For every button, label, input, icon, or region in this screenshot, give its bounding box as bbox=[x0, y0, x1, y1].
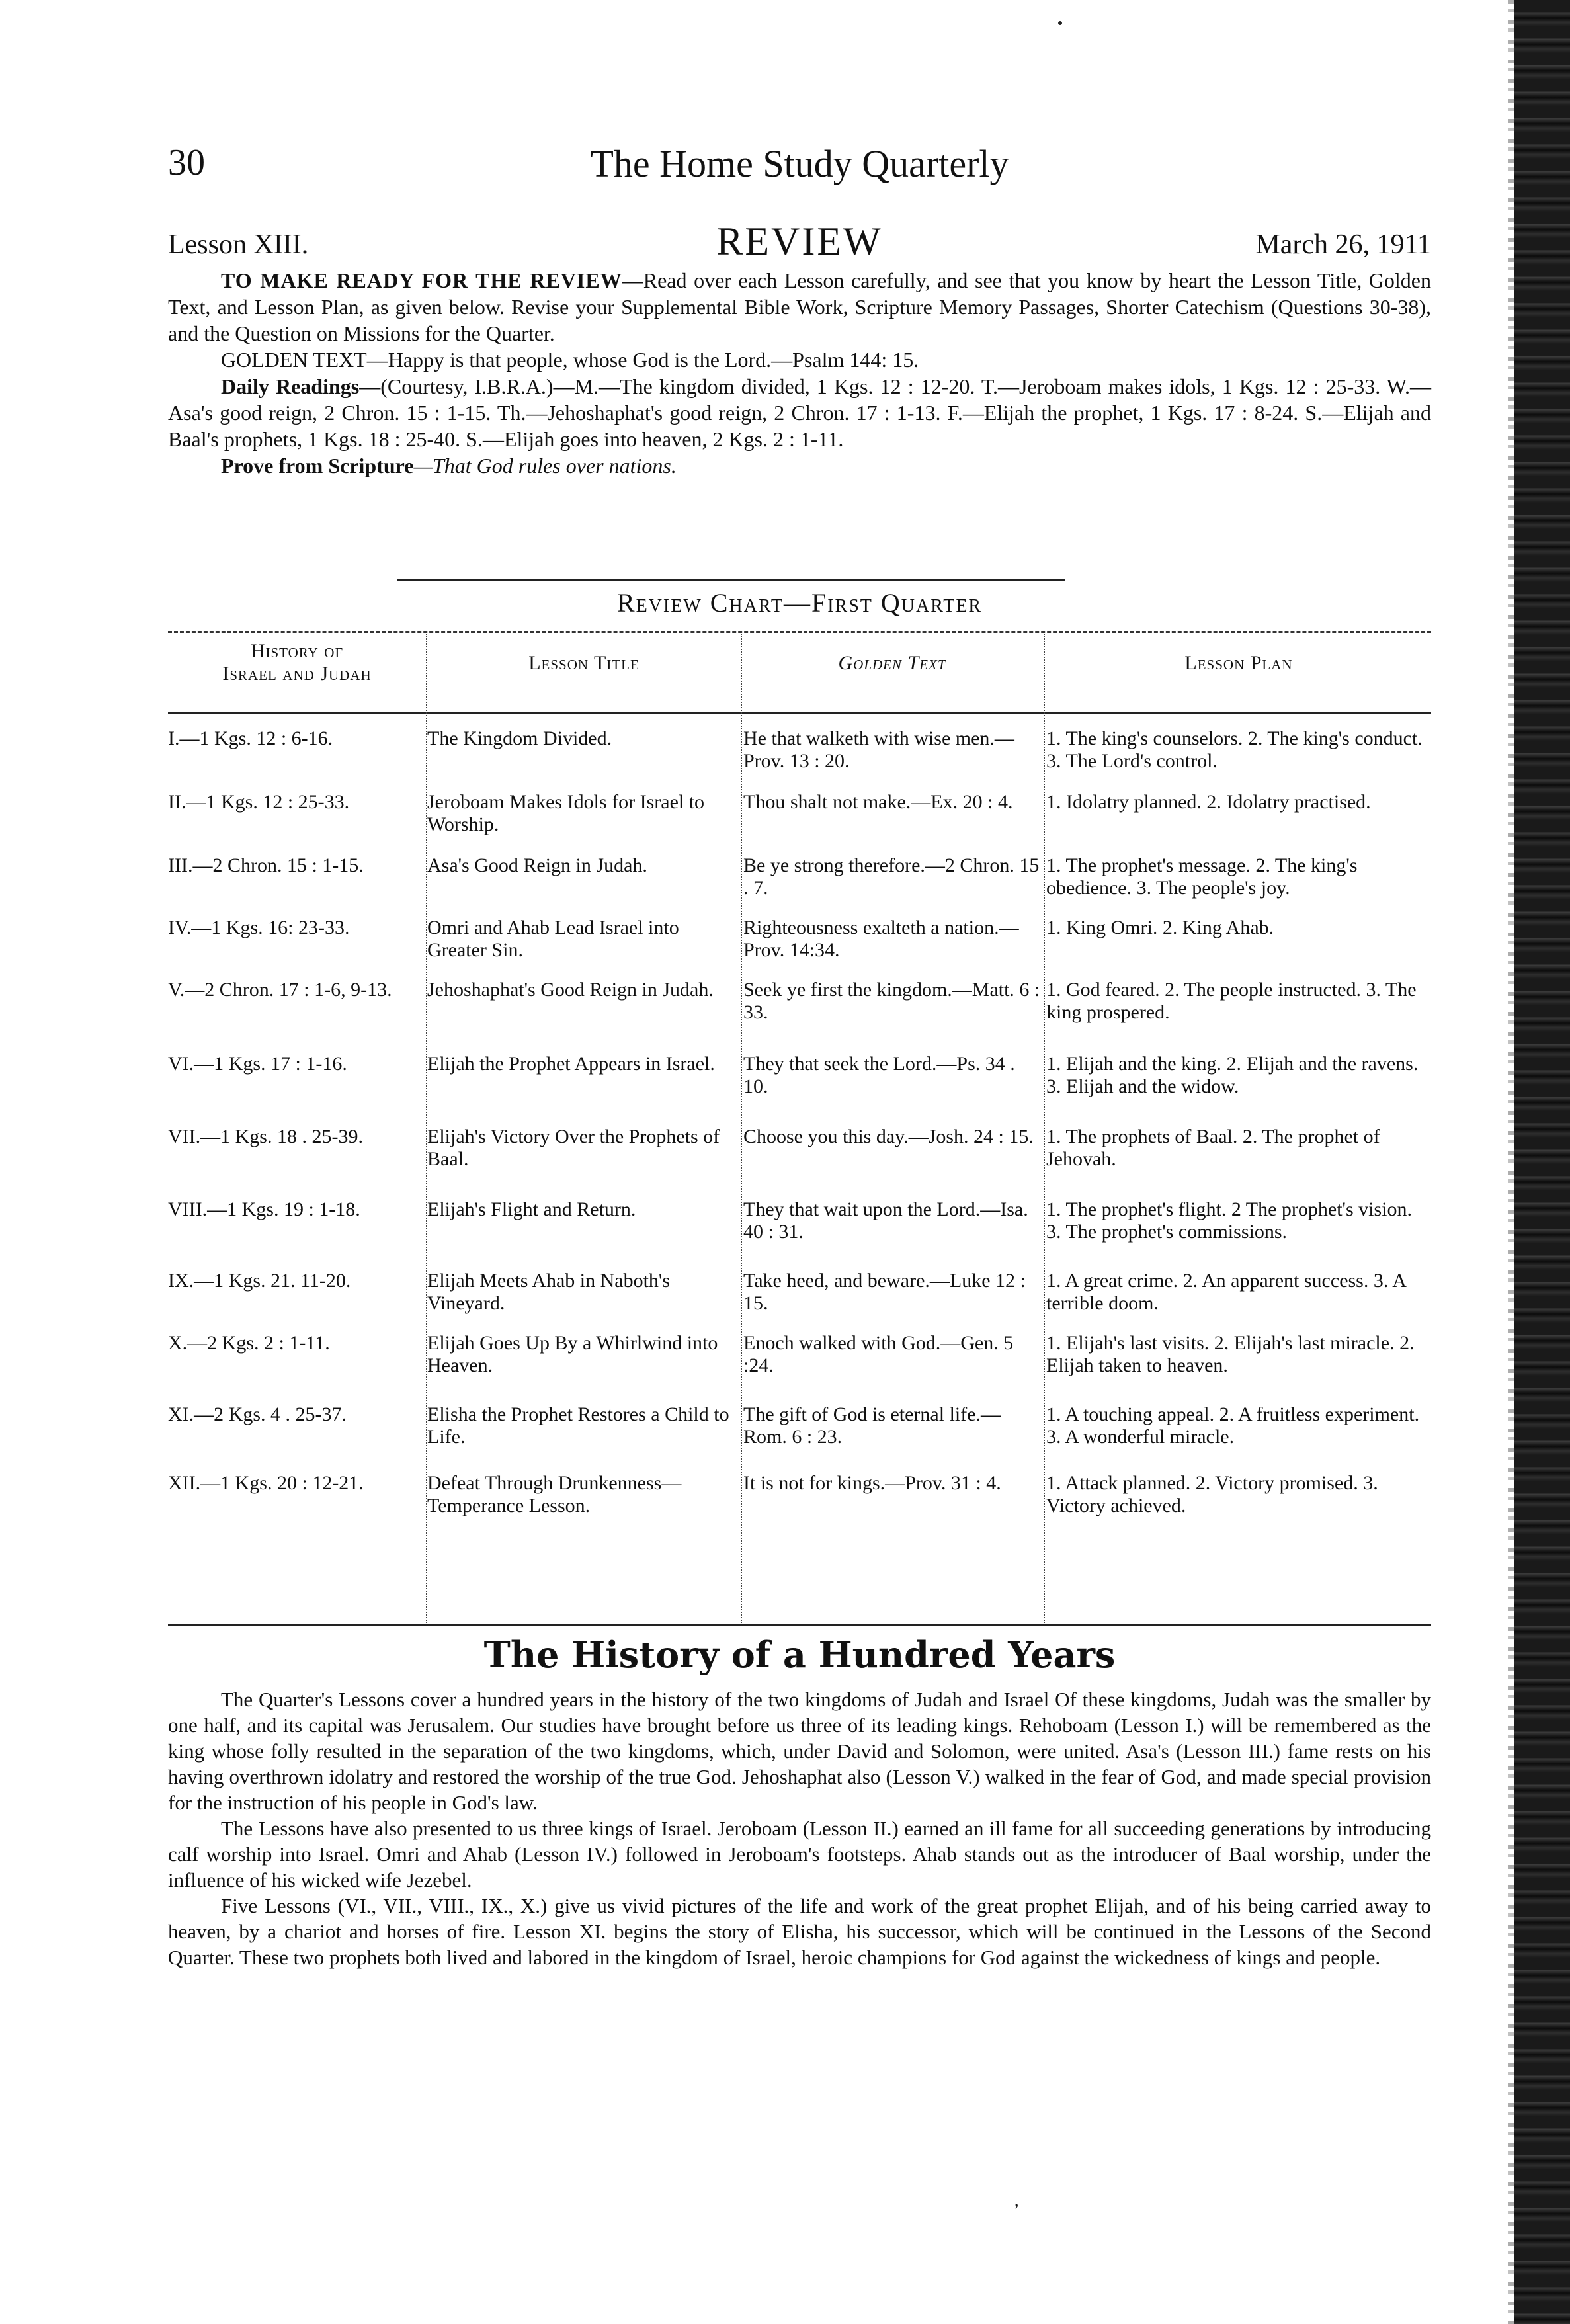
row-history: X.—2 Kgs. 2 : 1-11. bbox=[168, 1332, 330, 1354]
prep-text: —Read over each Lesson carefully, and see that you know by heart the Lesson Title, Golden Text, and Lesson Plan, as given below. Revise your Supplemental Bible Work, Scripture Memory Passages, Shorter Catechism (Questions 30-38), and the Question on Missions for the Quarter. bbox=[168, 269, 1432, 345]
row-history: V.—2 Chron. 17 : 1-6, 9-13. bbox=[168, 979, 392, 1001]
ink-speck bbox=[1058, 21, 1062, 25]
row-plan: 1. Attack planned. 2. Victory promised. 3. Victory achieved. bbox=[1046, 1472, 1378, 1516]
lesson-date: March 26, 1911 bbox=[1255, 229, 1431, 260]
row-plan: 1. A great crime. 2. An apparent success. 3. A terrible doom. bbox=[1046, 1270, 1406, 1314]
header-history bbox=[168, 640, 426, 693]
row-plan: 1. King Omri. 2. King Ahab. bbox=[1046, 917, 1274, 938]
row-history: XII.—1 Kgs. 20 : 12-21. bbox=[168, 1472, 364, 1494]
row-golden-text: Enoch walked with God.—Gen. 5 :24. bbox=[743, 1332, 1014, 1376]
row-plan: 1. Elijah's last visits. 2. Elijah's last miracle. 2. Elijah taken to heaven. bbox=[1046, 1332, 1415, 1376]
header-golden-text: Golden Text bbox=[838, 652, 946, 674]
row-history: I.—1 Kgs. 12 : 6-16. bbox=[168, 727, 333, 749]
row-title: Jehoshaphat's Good Reign in Judah. bbox=[427, 979, 714, 1001]
daily-label: Daily Readings bbox=[221, 374, 360, 398]
row-title: Elijah the Prophet Appears in Israel. bbox=[427, 1053, 715, 1075]
row-golden-text: Choose you this day.—Josh. 24 : 15. bbox=[743, 1126, 1034, 1147]
prove-label: Prove from Scripture bbox=[221, 454, 414, 477]
row-golden-text: Thou shalt not make.—Ex. 20 : 4. bbox=[743, 791, 1013, 813]
intro-block bbox=[168, 267, 1431, 479]
row-title: Asa's Good Reign in Judah. bbox=[427, 854, 647, 876]
prove-text: —That God rules over nations. bbox=[413, 454, 677, 477]
row-plan: 1. Idolatry planned. 2. Idolatry practised. bbox=[1046, 791, 1371, 813]
row-history: VII.—1 Kgs. 18 . 25-39. bbox=[168, 1126, 363, 1147]
row-title: Jeroboam Makes Idols for Israel to Worship. bbox=[427, 791, 705, 835]
chart-top-rule bbox=[168, 631, 1431, 633]
row-plan: 1. Elijah and the king. 2. Elijah and the ravens. 3. Elijah and the widow. bbox=[1046, 1053, 1419, 1097]
row-history: II.—1 Kgs. 12 : 25-33. bbox=[168, 791, 350, 813]
row-golden-text: Be ye strong therefore.—2 Chron. 15 . 7. bbox=[743, 854, 1040, 899]
header-history-line1: History of bbox=[250, 640, 344, 662]
lesson-id: Lesson XIII. bbox=[168, 229, 309, 260]
lesson-title: REVIEW bbox=[716, 220, 883, 263]
row-history: VIII.—1 Kgs. 19 : 1-18. bbox=[168, 1198, 360, 1220]
stray-mark: , bbox=[1014, 2190, 1019, 2210]
page-number: 30 bbox=[168, 142, 205, 183]
header-history-line2: Israel and Judah bbox=[222, 663, 372, 685]
page-header bbox=[168, 142, 1431, 201]
row-history: III.—2 Chron. 15 : 1-15. bbox=[168, 854, 364, 876]
prove-line bbox=[168, 452, 1431, 479]
row-plan: 1. The king's counselors. 2. The king's conduct. 3. The Lord's control. bbox=[1046, 727, 1423, 772]
scan-edge-strip bbox=[1514, 0, 1570, 2324]
history-paragraph: Five Lessons (VI., VII., VIII., IX., X.) give us vivid pictures of the life and work of the great prophet Elijah, and of his being carried away to heaven, by a chariot and horses of fire. Lesson XI. begins the story of Elisha, his successor, which will be continued in the Lessons of the Second Quarter. These two prophets both lived and labored in the kingdom of Israel, heroic champions for God against the wickedness of kings and people. bbox=[168, 1894, 1431, 1969]
row-plan: 1. The prophets of Baal. 2. The prophet of Jehovah. bbox=[1046, 1126, 1380, 1170]
row-title: Elijah's Victory Over the Prophets of Baal. bbox=[427, 1126, 720, 1170]
golden-label: GOLDEN TEXT bbox=[221, 348, 367, 372]
row-title: Omri and Ahab Lead Israel into Greater Sin. bbox=[427, 917, 679, 961]
row-history: XI.—2 Kgs. 4 . 25-37. bbox=[168, 1403, 347, 1425]
chart-bottom-rule bbox=[168, 1624, 1431, 1626]
golden-text: —Happy is that people, whose God is the Lord.—Psalm 144: 15. bbox=[366, 348, 919, 372]
row-golden-text: The gift of God is eternal life.—Rom. 6 : 23. bbox=[743, 1403, 1001, 1448]
row-golden-text: They that wait upon the Lord.—Isa. 40 : 31. bbox=[743, 1198, 1028, 1243]
column-separator bbox=[1044, 634, 1045, 1623]
divider-rule bbox=[397, 579, 1065, 581]
history-paragraph: The Quarter's Lessons cover a hundred years in the history of the two kingdoms of Judah and Israel Of these kingdoms, Judah was the smaller by one half, and its capital was Jerusalem. Our studies have brought before us three of its leading kings. Rehoboam (Lesson I.) will be remembered as the king whose folly resulted in the separation of the two kingdoms, which, under David and Solomon, were united. Asa's (Lesson III.) fame rests on his having overthrown idolatry and restored the worship of the true God. Jehoshaphat also (Lesson V.) walked in the fear of God, and made special provision for the instruction of his people in God's law. bbox=[168, 1688, 1431, 1814]
row-title: Elijah's Flight and Return. bbox=[427, 1198, 636, 1220]
row-golden-text: It is not for kings.—Prov. 31 : 4. bbox=[743, 1472, 1001, 1494]
row-title: Elijah Goes Up By a Whirlwind into Heaven. bbox=[427, 1332, 718, 1376]
journal-title: The Home Study Quarterly bbox=[590, 142, 1009, 185]
row-plan: 1. The prophet's flight. 2 The prophet's vision. 3. The prophet's commissions. bbox=[1046, 1198, 1412, 1243]
header-lesson-title: Lesson Title bbox=[528, 652, 640, 674]
row-title: The Kingdom Divided. bbox=[427, 727, 612, 749]
column-separator bbox=[741, 634, 742, 1623]
history-body bbox=[168, 1686, 1431, 1970]
row-title: Elijah Meets Ahab in Naboth's Vineyard. bbox=[427, 1270, 671, 1314]
row-golden-text: They that seek the Lord.—Ps. 34 . 10. bbox=[743, 1053, 1015, 1097]
daily-readings-paragraph bbox=[168, 373, 1431, 452]
row-plan: 1. God feared. 2. The people instructed. 3. The king prospered. bbox=[1046, 979, 1417, 1023]
chart-header-rule bbox=[168, 712, 1431, 714]
row-golden-text: Seek ye first the kingdom.—Matt. 6 : 33. bbox=[743, 979, 1040, 1023]
row-title: Elisha the Prophet Restores a Child to Life. bbox=[427, 1403, 729, 1448]
row-plan: 1. A touching appeal. 2. A fruitless experiment. 3. A wonderful miracle. bbox=[1046, 1403, 1420, 1448]
history-paragraph: The Lessons have also presented to us three kings of Israel. Jeroboam (Lesson II.) earned an ill fame for all succeeding generations by introducing calf worship into Israel. Omri and Ahab (Lesson IV.) followed in Jeroboam's footsteps. Ahab stands out as the introducer of Baal worship, under the influence of his wicked wife Jezebel. bbox=[168, 1817, 1431, 1891]
prep-paragraph bbox=[168, 267, 1431, 347]
lesson-heading bbox=[168, 218, 1431, 265]
daily-text: —(Courtesy, I.B.R.A.)—M.—The kingdom divided, 1 Kgs. 12 : 12-20. T.—Jeroboam makes idols, 1 Kgs. 12 : 25-33. W.—Asa's good reign, 2 Chron. 15 : 1-15. Th.—Jehoshaphat's good reign, 2 Chron. 17 : 1-13. F.—Elijah the prophet, 1 Kgs. 17 : 8-24. S.—Elijah and Baal's prophets, 1 Kgs. 18 : 25-40. S.—Elijah goes into heaven, 2 Kgs. 2 : 1-11. bbox=[168, 374, 1432, 451]
row-golden-text: Righteousness exalteth a nation.—Prov. 14:34. bbox=[743, 917, 1019, 961]
header-lesson-plan: Lesson Plan bbox=[1184, 652, 1293, 674]
row-history: IV.—1 Kgs. 16: 23-33. bbox=[168, 917, 350, 938]
golden-text-line bbox=[168, 347, 1431, 373]
row-golden-text: Take heed, and beware.—Luke 12 : 15. bbox=[743, 1270, 1026, 1314]
section-heading: The History of a Hundred Years bbox=[483, 1634, 1116, 1676]
prep-label: TO MAKE READY FOR THE REVIEW bbox=[221, 269, 622, 292]
row-history: IX.—1 Kgs. 21. 11-20. bbox=[168, 1270, 351, 1292]
chart-title: Review Chart—First Quarter bbox=[616, 588, 983, 618]
row-title: Defeat Through Drunkenness—Temperance Lesson. bbox=[427, 1472, 682, 1516]
row-golden-text: He that walketh with wise men.—Prov. 13 : 20. bbox=[743, 727, 1014, 772]
row-plan: 1. The prophet's message. 2. The king's obedience. 3. The people's joy. bbox=[1046, 854, 1358, 899]
row-history: VI.—1 Kgs. 17 : 1-16. bbox=[168, 1053, 347, 1075]
